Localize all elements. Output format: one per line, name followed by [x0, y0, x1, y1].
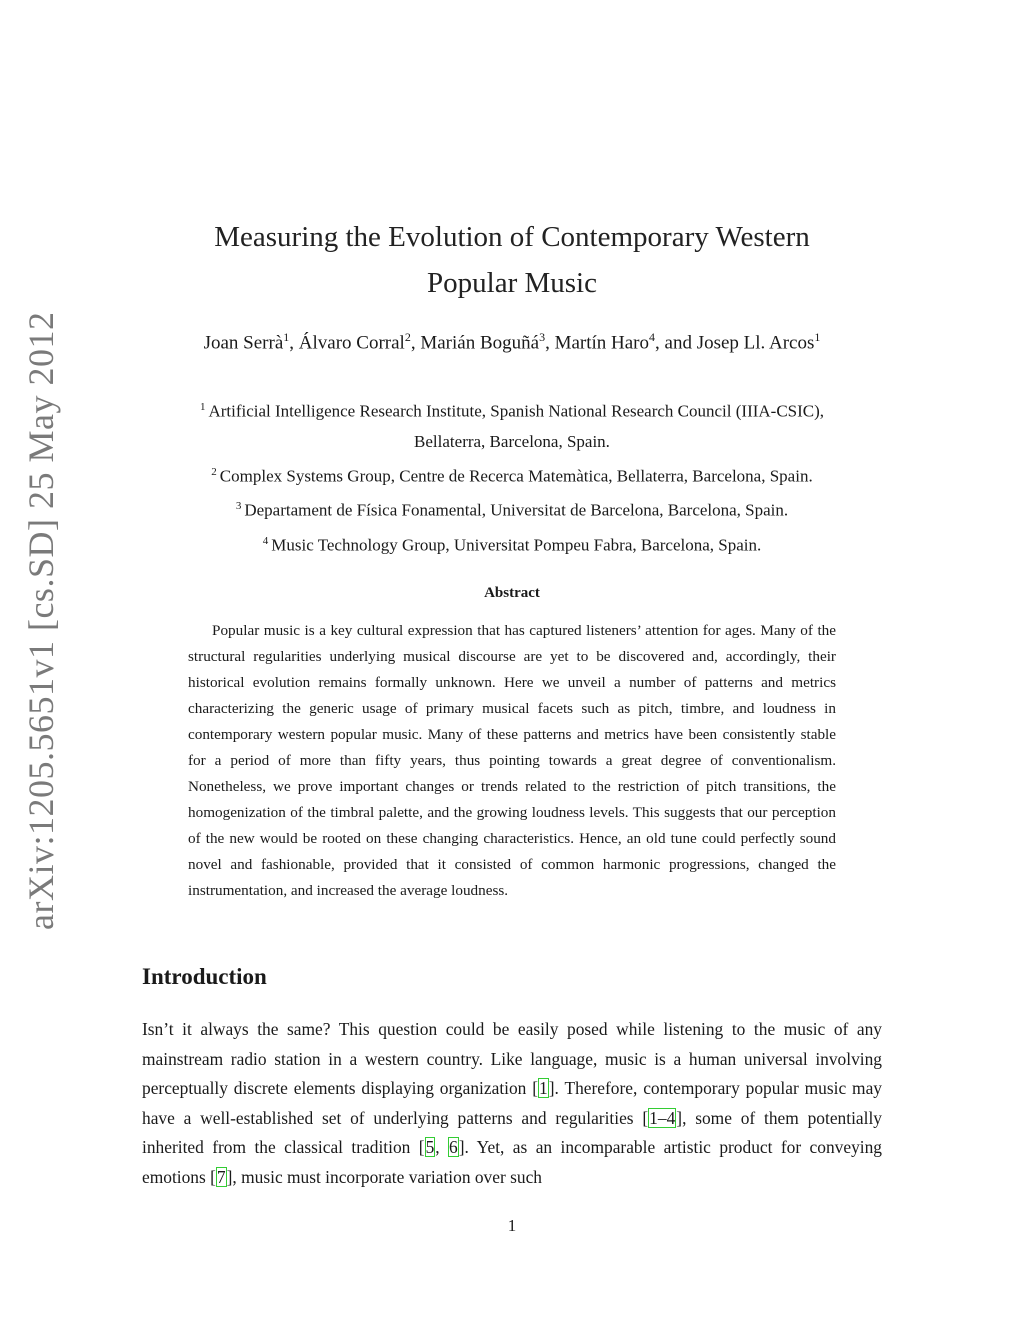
affiliation-text: Departament de Física Fonamental, Universitat de Barcelona, Barcelona, Spain. [244, 500, 789, 520]
author-affiliation-mark: 1 [814, 330, 821, 344]
affiliation-mark: 2 [211, 465, 217, 478]
section-heading-introduction: Introduction [142, 964, 267, 989]
author-separator: , [410, 332, 421, 354]
paper-title [142, 214, 882, 306]
affiliation-text: Artificial Intelligence Research Institute, Spanish National Research Council (IIIA-CSIC), [208, 401, 825, 421]
page-number: 1 [507, 1216, 517, 1235]
affiliation-text: Music Technology Group, Universitat Pompeu Fabra, Barcelona, Spain. [271, 535, 762, 555]
author-name: Álvaro Corral [298, 332, 405, 354]
abstract-heading: Abstract [484, 585, 540, 601]
affiliation-text: Complex Systems Group, Centre de Recerca Matemàtica, Bellaterra, Barcelona, Spain. [219, 466, 813, 486]
author-name: Marián Boguñá [420, 332, 540, 354]
introduction-paragraph: Isn’t it always the same? This question could be easily posed while listening to the music of any mainstream radio station in a western country. Like language, music is a human universal involving perceptually discrete elements displaying organization [1]. Therefore, contemporary popular music may have a well-established set of underlying patterns and regularities [1–4], some of them potentially inherited from the classical tradition [5, 6]. Yet, as an incomparable artistic product for conveying emotions [7], music must incorporate variation over such [142, 1019, 882, 1187]
paragraph-text: . Therefore, contemporary popular music may have a well-established set of underlying patterns and regularities [142, 1078, 882, 1128]
affiliation-mark: 3 [235, 500, 242, 513]
paragraph-text: Isn’t it always the same? This question could be easily posed while listening to the music of any mainstream radio station in a western country. Like language, music is a human universal involving perceptually discrete elements displaying organization [142, 1019, 882, 1099]
author-affiliation-mark: 4 [649, 330, 656, 344]
citation-link[interactable]: 1 [539, 1078, 548, 1099]
abstract-text: Popular music is a key cultural expression that has captured listeners’ attention for ages. Many of the structural regularities underlying musical discourse are yet to be discovered and, accordingly, their historical evolution remains formally unknown. Here we unveil a number of patterns and metrics characterizing the generic usage of primary musical facets such as pitch, timbre, and loudness in contemporary western popular music. Many of these patterns and metrics have been consistently stable for a period of more than fifty years, thus pointing towards a great degree of conventionalism. Nonetheless, we prove important changes or trends related to the restriction of pitch transitions, the homogenization of the timbral palette, and the growing loudness levels. This suggests that our perception of the new would be rooted on these changing characteristics. Hence, an old tune could perfectly sound novel and fashionable, provided that it consisted of common harmonic progressions, changed the instrumentation, and increased the average loudness. [188, 622, 836, 899]
affiliation-mark: 1 [199, 401, 206, 413]
affiliation-list [142, 392, 882, 561]
author-name: Martín Haro [554, 332, 650, 354]
citation-link[interactable]: 1–4 [649, 1107, 676, 1128]
affiliation-item [142, 457, 882, 492]
citation-link[interactable]: 6 [449, 1137, 458, 1158]
affiliation-mark: 4 [262, 534, 269, 547]
citation-link[interactable]: 5 [425, 1137, 435, 1158]
author-name: Josep Ll. Arcos [696, 332, 815, 354]
affiliation-item [142, 491, 882, 526]
paragraph-text: , some of them potentially inherited from the classical tradition [142, 1107, 882, 1158]
citation-link[interactable]: 7 [216, 1166, 226, 1187]
affiliation-item [142, 526, 882, 561]
arxiv-identifier: arXiv:1205.5651v1 [cs.SD] 25 May 2012 [21, 311, 61, 930]
paragraph-text: , music must incorporate variation over such [232, 1166, 542, 1187]
title-line-1: Measuring the Evolution of Contemporary Western [214, 221, 810, 253]
author-separator: , [545, 332, 555, 354]
paragraph-text: . Yet, as an incomparable artistic product for conveying emotions [142, 1137, 882, 1187]
affiliation-item [142, 392, 882, 427]
author-name: Joan Serrà [203, 332, 284, 354]
author-affiliation-mark: 2 [404, 330, 411, 344]
author-affiliation-mark: 1 [283, 330, 290, 344]
title-line-2: Popular Music [427, 267, 597, 299]
affiliation-item-continued: Bellaterra, Barcelona, Spain. [414, 431, 610, 451]
author-list [142, 330, 882, 354]
author-affiliation-mark: 3 [539, 330, 546, 344]
citation-separator: , [435, 1137, 449, 1158]
author-separator: , [289, 332, 299, 354]
author-separator: , and [655, 332, 697, 354]
